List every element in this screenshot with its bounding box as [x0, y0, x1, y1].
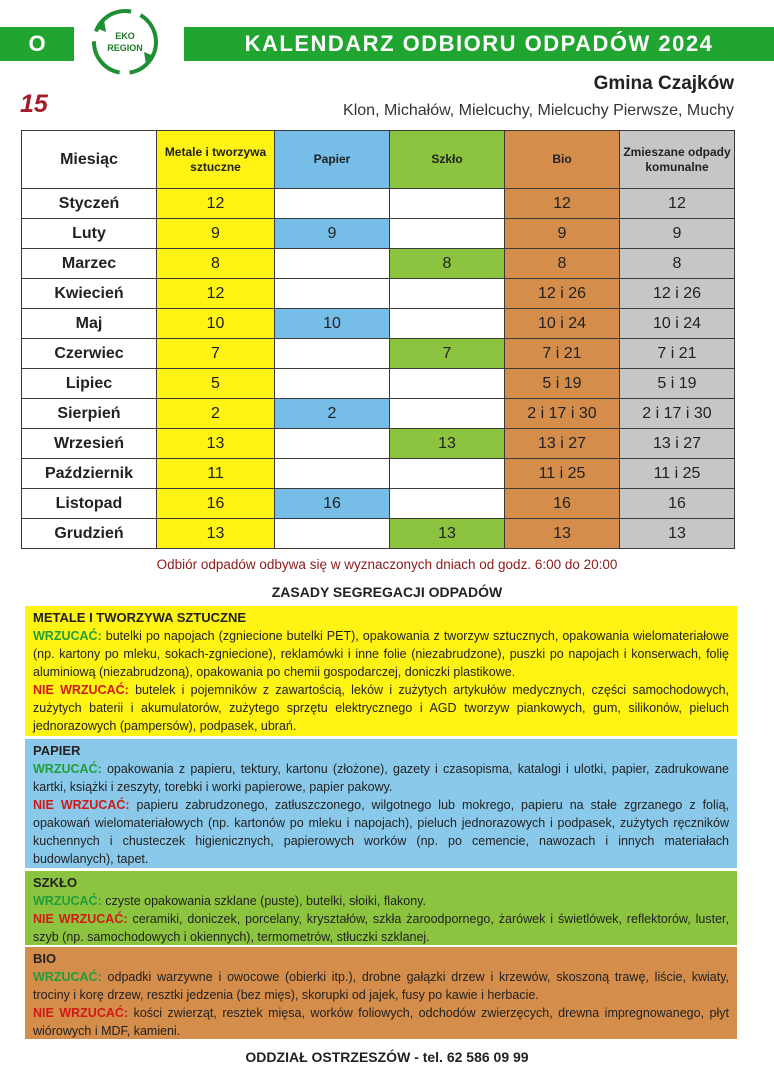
szklo-cell — [390, 459, 505, 489]
papier-cell: 9 — [275, 219, 390, 249]
zmieszane-cell: 7 i 21 — [620, 339, 735, 369]
bio-cell: 11 i 25 — [505, 459, 620, 489]
papier-cell — [275, 249, 390, 279]
papier-cell: 16 — [275, 489, 390, 519]
rules-metale-box — [25, 606, 737, 736]
rules-metale-title: METALE I TWORZYWA SZTUCZNE — [33, 610, 247, 625]
bio-cell: 10 i 24 — [505, 309, 620, 339]
table-row — [22, 189, 735, 219]
rules-papier-yes — [33, 760, 729, 796]
metale-cell: 8 — [157, 249, 275, 279]
page-number: 15 — [20, 90, 48, 118]
zmieszane-cell: 9 — [620, 219, 735, 249]
bio-cell: 9 — [505, 219, 620, 249]
yes-label: WRZUCAĆ: — [33, 894, 102, 908]
szklo-cell — [390, 189, 505, 219]
segregation-rules-title: ZASADY SEGREGACJI ODPADÓW — [271, 584, 503, 600]
rules-bio-yes — [33, 968, 729, 1004]
collection-schedule-table — [21, 130, 735, 549]
szklo-cell: 7 — [390, 339, 505, 369]
zmieszane-cell: 12 i 26 — [620, 279, 735, 309]
papier-cell — [275, 369, 390, 399]
header-month: Miesiąc — [22, 131, 157, 189]
table-row — [22, 279, 735, 309]
metale-cell: 13 — [157, 519, 275, 549]
no-label: NIE WRZUCAĆ: — [33, 683, 129, 697]
szklo-cell — [390, 399, 505, 429]
table-row — [22, 369, 735, 399]
metale-cell: 12 — [157, 279, 275, 309]
table-row — [22, 339, 735, 369]
month-cell: Marzec — [22, 249, 157, 279]
bio-cell: 5 i 19 — [505, 369, 620, 399]
month-cell: Październik — [22, 459, 157, 489]
szklo-cell — [390, 219, 505, 249]
papier-cell — [275, 189, 390, 219]
table-row — [22, 309, 735, 339]
no-label: NIE WRZUCAĆ: — [33, 1006, 129, 1020]
bio-cell: 2 i 17 i 30 — [505, 399, 620, 429]
metale-cell: 5 — [157, 369, 275, 399]
month-cell: Luty — [22, 219, 157, 249]
month-cell: Maj — [22, 309, 157, 339]
table-row — [22, 519, 735, 549]
header-metale: Metale i tworzywa sztuczne — [157, 131, 275, 189]
zmieszane-cell: 16 — [620, 489, 735, 519]
logo-text-eko: EKO — [115, 31, 135, 41]
bio-cell: 7 i 21 — [505, 339, 620, 369]
zmieszane-cell: 13 — [620, 519, 735, 549]
section-letter: O — [0, 27, 74, 61]
table-row — [22, 399, 735, 429]
zmieszane-cell: 10 i 24 — [620, 309, 735, 339]
szklo-cell — [390, 309, 505, 339]
pickup-hours-note: Odbiór odpadów odbywa się w wyznaczonych dniach od godz. 6:00 do 20:00 — [156, 557, 618, 572]
rules-szklo-no — [33, 910, 729, 946]
village-list: Klon, Michałów, Mielcuchy, Mielcuchy Pierwsze, Muchy — [343, 102, 734, 119]
rules-metale-yes-text: butelki po napojach (zgniecione butelki PET), opakowania z tworzyw sztucznych, opakowania wielomateriałowe (np. kartony po mleku, sokach-zgniecione), reklamówki i inne folie (niezabrudzone), puszki po napojach i konserwach, folię aluminiową (niezabrudzoną), opakowania po chemii gospodarczej, doniczki plastikowe. — [33, 629, 729, 679]
rules-szklo-yes-text: czyste opakowania szklane (puste), butelki, słoiki, flakony. — [105, 894, 426, 908]
metale-cell: 16 — [157, 489, 275, 519]
rules-papier-box — [25, 739, 737, 868]
rules-bio-yes-text: odpadki warzywne i owocowe (obierki itp.), drobne gałązki drzew i krzewów, skoszoną trawę, liście, kwiaty, trociny i korę drzew, resztki jedzenia (bez mięs), skorupki od jajek, fusy po kawie i herbacie. — [33, 970, 729, 1002]
yes-label: WRZUCAĆ: — [33, 762, 102, 776]
bio-cell: 13 i 27 — [505, 429, 620, 459]
header-papier: Papier — [275, 131, 390, 189]
rules-szklo-title: SZKŁO — [33, 875, 78, 890]
szklo-cell: 8 — [390, 249, 505, 279]
metale-cell: 10 — [157, 309, 275, 339]
zmieszane-cell: 12 — [620, 189, 735, 219]
header-bio: Bio — [505, 131, 620, 189]
papier-cell — [275, 519, 390, 549]
rules-metale-no — [33, 681, 729, 735]
szklo-cell: 13 — [390, 519, 505, 549]
month-cell: Czerwiec — [22, 339, 157, 369]
rules-papier-no-text: papieru zabrudzonego, zatłuszczonego, wilgotnego lub mokrego, papieru na stałe zgrzanego z folią, opakowań wielomateriałowych (np. kartonów po mleku i napojach), pieluch jednorazowych i podpasek, zużytych ręczników kuchennych i chusteczek higienicznych, papierowych worków (np. po cemencie, nawozach i innych materiałach budowlanych), tapet. — [33, 798, 729, 866]
table-row — [22, 429, 735, 459]
table-row — [22, 219, 735, 249]
rules-metale-yes — [33, 627, 729, 681]
header-zmieszane: Zmieszane odpady komunalne — [620, 131, 735, 189]
month-cell: Kwiecień — [22, 279, 157, 309]
logo-text-region: REGION — [107, 43, 143, 53]
zmieszane-cell: 2 i 17 i 30 — [620, 399, 735, 429]
papier-cell: 2 — [275, 399, 390, 429]
month-cell: Sierpień — [22, 399, 157, 429]
calendar-title: KALENDARZ ODBIORU ODPADÓW 2024 — [184, 27, 774, 61]
szklo-cell — [390, 489, 505, 519]
papier-cell — [275, 429, 390, 459]
metale-cell: 13 — [157, 429, 275, 459]
table-row — [22, 489, 735, 519]
rules-bio-title: BIO — [33, 951, 57, 966]
zmieszane-cell: 11 i 25 — [620, 459, 735, 489]
table-row — [22, 249, 735, 279]
no-label: NIE WRZUCAĆ: — [33, 912, 128, 926]
bio-cell: 13 — [505, 519, 620, 549]
papier-cell — [275, 339, 390, 369]
rules-papier-title: PAPIER — [33, 743, 81, 758]
szklo-cell — [390, 369, 505, 399]
metale-cell: 12 — [157, 189, 275, 219]
rules-metale-no-text: butelek i pojemników z zawartością, leków i zużytych artykułów medycznych, części samochodowych, zużytych baterii i akumulatorów, zużytego sprzętu elektrycznego i AGD tworzyw piankowych, gum, silikonów, pieluch jednorazowych (pampersów), podpasek, ubrań. — [33, 683, 729, 733]
metale-cell: 7 — [157, 339, 275, 369]
bio-cell: 8 — [505, 249, 620, 279]
eko-region-logo — [84, 6, 166, 78]
bio-cell: 12 i 26 — [505, 279, 620, 309]
papier-cell: 10 — [275, 309, 390, 339]
month-cell: Wrzesień — [22, 429, 157, 459]
szklo-cell — [390, 279, 505, 309]
zmieszane-cell: 8 — [620, 249, 735, 279]
rules-szklo-no-text: ceramiki, doniczek, porcelany, kryształów, szkła żaroodpornego, żarówek i świetlówek, reflektorów, luster, szyb (np. samochodowych i okiennych), termometrów, stłuczki szklanej. — [33, 912, 729, 944]
month-cell: Lipiec — [22, 369, 157, 399]
rules-bio-box — [25, 947, 737, 1039]
month-cell: Grudzień — [22, 519, 157, 549]
no-label: NIE WRZUCAĆ: — [33, 798, 130, 812]
szklo-cell: 13 — [390, 429, 505, 459]
rules-szklo-yes — [33, 892, 729, 910]
table-header-row — [22, 131, 735, 189]
papier-cell — [275, 459, 390, 489]
month-cell: Listopad — [22, 489, 157, 519]
month-cell: Styczeń — [22, 189, 157, 219]
header-szklo: Szkło — [390, 131, 505, 189]
rules-bio-no — [33, 1004, 729, 1040]
zmieszane-cell: 5 i 19 — [620, 369, 735, 399]
footer-contact: ODDZIAŁ OSTRZESZÓW - tel. 62 586 09 99 — [245, 1049, 529, 1065]
zmieszane-cell: 13 i 27 — [620, 429, 735, 459]
rules-papier-no — [33, 796, 729, 868]
bio-cell: 16 — [505, 489, 620, 519]
table-row — [22, 459, 735, 489]
yes-label: WRZUCAĆ: — [33, 629, 102, 643]
metale-cell: 9 — [157, 219, 275, 249]
rules-szklo-box — [25, 871, 737, 945]
rules-papier-yes-text: opakowania z papieru, tektury, kartonu (złożone), gazety i czasopisma, katalogi i ulotki, papier, zadrukowane kartki, książki i zeszyty, torebki i worki papierowe, papier pakowy. — [33, 762, 729, 794]
gmina-name: Gmina Czajków — [593, 73, 734, 94]
papier-cell — [275, 279, 390, 309]
metale-cell: 11 — [157, 459, 275, 489]
bio-cell: 12 — [505, 189, 620, 219]
yes-label: WRZUCAĆ: — [33, 970, 102, 984]
rules-bio-no-text: kości zwierząt, resztek mięsa, worków foliowych, odchodów zwierzęcych, drewna impregnowanego, płyt wiórowych i MDF, kamieni. — [33, 1006, 729, 1038]
metale-cell: 2 — [157, 399, 275, 429]
